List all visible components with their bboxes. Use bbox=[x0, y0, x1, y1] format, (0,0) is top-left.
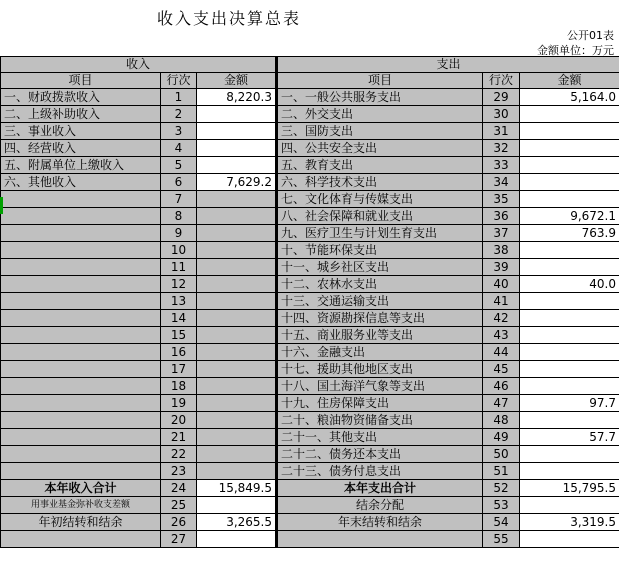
income-row-no-cell: 1 bbox=[161, 89, 197, 106]
income-amount-cell bbox=[197, 276, 277, 293]
income-amount-cell bbox=[197, 140, 277, 157]
table-row bbox=[1, 446, 619, 463]
income-item-cell bbox=[1, 361, 161, 378]
income-item-cell bbox=[1, 327, 161, 344]
expense-amount-cell bbox=[520, 106, 619, 123]
expense-total-amount-cell bbox=[520, 497, 619, 514]
income-row-no-cell: 11 bbox=[161, 259, 197, 276]
expense-amount-cell: 5,164.0 bbox=[520, 89, 619, 106]
expense-row-no-cell: 44 bbox=[483, 344, 520, 361]
income-item-cell bbox=[1, 429, 161, 446]
income-amount-cell bbox=[197, 361, 277, 378]
income-row-no-cell: 17 bbox=[161, 361, 197, 378]
table-row bbox=[1, 123, 619, 140]
expense-amount-cell bbox=[520, 157, 619, 174]
income-amount-cell bbox=[197, 259, 277, 276]
income-row-no-cell: 18 bbox=[161, 378, 197, 395]
total-row bbox=[1, 497, 619, 514]
income-amount-cell bbox=[197, 412, 277, 429]
income-item-cell: 一、财政拨款收入 bbox=[1, 89, 161, 106]
table-row bbox=[1, 378, 619, 395]
expense-amount-header: 金额 bbox=[520, 73, 619, 89]
income-amount-cell bbox=[197, 429, 277, 446]
expense-item-cell: 九、医疗卫生与计划生育支出 bbox=[277, 225, 483, 242]
expense-amount-cell bbox=[520, 242, 619, 259]
income-item-cell: 四、经营收入 bbox=[1, 140, 161, 157]
income-item-cell: 五、附属单位上缴收入 bbox=[1, 157, 161, 174]
expense-item-cell: 十六、金融支出 bbox=[277, 344, 483, 361]
income-item-cell: 二、上级补助收入 bbox=[1, 106, 161, 123]
expense-total-item-cell: 年末结转和结余 bbox=[277, 514, 483, 531]
expense-total-item-cell bbox=[277, 531, 483, 548]
expense-amount-cell bbox=[520, 310, 619, 327]
income-row-no-cell: 19 bbox=[161, 395, 197, 412]
table-row bbox=[1, 242, 619, 259]
income-amount-cell bbox=[197, 106, 277, 123]
expense-section-header: 支出 bbox=[277, 57, 619, 73]
income-amount-cell bbox=[197, 191, 277, 208]
income-amount-cell bbox=[197, 157, 277, 174]
income-row-no-cell: 2 bbox=[161, 106, 197, 123]
expense-item-cell: 七、文化体育与传媒支出 bbox=[277, 191, 483, 208]
expense-amount-cell: 97.7 bbox=[520, 395, 619, 412]
income-amount-cell bbox=[197, 378, 277, 395]
income-amount-cell bbox=[197, 208, 277, 225]
income-total-amount-cell bbox=[197, 531, 277, 548]
income-row-no-cell: 3 bbox=[161, 123, 197, 140]
expense-row-no-cell: 38 bbox=[483, 242, 520, 259]
income-item-cell bbox=[1, 208, 161, 225]
income-row-no-cell: 20 bbox=[161, 412, 197, 429]
income-item-cell bbox=[1, 412, 161, 429]
income-item-cell bbox=[1, 344, 161, 361]
expense-item-cell: 八、社会保障和就业支出 bbox=[277, 208, 483, 225]
income-total-row-no-cell: 25 bbox=[161, 497, 197, 514]
expense-item-cell: 十五、商业服务业等支出 bbox=[277, 327, 483, 344]
income-row-no-cell: 14 bbox=[161, 310, 197, 327]
expense-item-cell: 二十、粮油物资储备支出 bbox=[277, 412, 483, 429]
expense-item-cell: 二十三、债务付息支出 bbox=[277, 463, 483, 480]
income-total-item-cell: 本年收入合计 bbox=[1, 480, 161, 497]
expense-row-no-cell: 50 bbox=[483, 446, 520, 463]
income-total-item-cell bbox=[1, 531, 161, 548]
income-item-cell bbox=[1, 276, 161, 293]
expense-item-cell: 十九、住房保障支出 bbox=[277, 395, 483, 412]
income-row-no-cell: 15 bbox=[161, 327, 197, 344]
expense-total-item-cell: 结余分配 bbox=[277, 497, 483, 514]
expense-item-cell: 十七、援助其他地区支出 bbox=[277, 361, 483, 378]
expense-amount-cell: 40.0 bbox=[520, 276, 619, 293]
expense-row-no-cell: 46 bbox=[483, 378, 520, 395]
expense-amount-cell bbox=[520, 344, 619, 361]
expense-row-no-cell: 29 bbox=[483, 89, 520, 106]
expense-row-no-cell: 48 bbox=[483, 412, 520, 429]
income-row-no-cell: 13 bbox=[161, 293, 197, 310]
income-total-row-no-cell: 24 bbox=[161, 480, 197, 497]
income-item-cell bbox=[1, 225, 161, 242]
income-total-amount-cell: 15,849.5 bbox=[197, 480, 277, 497]
income-amount-cell bbox=[197, 293, 277, 310]
income-item-cell: 六、其他收入 bbox=[1, 174, 161, 191]
table-row bbox=[1, 208, 619, 225]
income-amount-cell bbox=[197, 242, 277, 259]
expense-amount-cell bbox=[520, 174, 619, 191]
expense-row-no-cell: 45 bbox=[483, 361, 520, 378]
income-item-cell bbox=[1, 259, 161, 276]
income-amount-cell bbox=[197, 123, 277, 140]
expense-item-header: 项目 bbox=[277, 73, 483, 89]
table-row bbox=[1, 174, 619, 191]
income-row-no-cell: 10 bbox=[161, 242, 197, 259]
income-item-cell bbox=[1, 395, 161, 412]
expense-row-no-cell: 43 bbox=[483, 327, 520, 344]
income-item-cell bbox=[1, 242, 161, 259]
expense-item-cell: 四、公共安全支出 bbox=[277, 140, 483, 157]
expense-row-no-cell: 32 bbox=[483, 140, 520, 157]
expense-row-no-cell: 36 bbox=[483, 208, 520, 225]
expense-item-cell: 十八、国土海洋气象等支出 bbox=[277, 378, 483, 395]
expense-item-cell: 一、一般公共服务支出 bbox=[277, 89, 483, 106]
expense-amount-cell bbox=[520, 191, 619, 208]
expense-amount-cell bbox=[520, 412, 619, 429]
income-item-header: 项目 bbox=[1, 73, 161, 89]
income-total-item-cell: 年初结转和结余 bbox=[1, 514, 161, 531]
expense-amount-cell: 57.7 bbox=[520, 429, 619, 446]
expense-item-cell: 二、外交支出 bbox=[277, 106, 483, 123]
income-amount-cell bbox=[197, 327, 277, 344]
expense-row-no-cell: 51 bbox=[483, 463, 520, 480]
expense-row-no-cell: 39 bbox=[483, 259, 520, 276]
income-row-no-cell: 5 bbox=[161, 157, 197, 174]
income-row-no-header: 行次 bbox=[161, 73, 197, 89]
income-row-no-cell: 6 bbox=[161, 174, 197, 191]
income-section-header: 收入 bbox=[1, 57, 277, 73]
expense-item-cell: 六、科学技术支出 bbox=[277, 174, 483, 191]
expense-amount-cell bbox=[520, 361, 619, 378]
table-row bbox=[1, 259, 619, 276]
income-item-cell bbox=[1, 310, 161, 327]
expense-row-no-cell: 31 bbox=[483, 123, 520, 140]
report-title: 收入支出决算总表 bbox=[157, 9, 302, 28]
expense-total-row-no-cell: 52 bbox=[483, 480, 520, 497]
expense-amount-cell bbox=[520, 463, 619, 480]
table-row bbox=[1, 395, 619, 412]
income-row-no-cell: 23 bbox=[161, 463, 197, 480]
expense-amount-cell bbox=[520, 378, 619, 395]
expense-amount-cell bbox=[520, 259, 619, 276]
expense-row-no-header: 行次 bbox=[483, 73, 520, 89]
income-total-row-no-cell: 27 bbox=[161, 531, 197, 548]
expense-row-no-cell: 40 bbox=[483, 276, 520, 293]
expense-item-cell: 十三、交通运输支出 bbox=[277, 293, 483, 310]
expense-item-cell: 五、教育支出 bbox=[277, 157, 483, 174]
expense-total-row-no-cell: 53 bbox=[483, 497, 520, 514]
table-row bbox=[1, 310, 619, 327]
expense-row-no-cell: 33 bbox=[483, 157, 520, 174]
income-item-cell bbox=[1, 446, 161, 463]
expense-row-no-cell: 42 bbox=[483, 310, 520, 327]
income-amount-cell bbox=[197, 310, 277, 327]
income-amount-cell bbox=[197, 446, 277, 463]
income-item-cell bbox=[1, 463, 161, 480]
expense-row-no-cell: 35 bbox=[483, 191, 520, 208]
income-item-cell: 三、事业收入 bbox=[1, 123, 161, 140]
unit-label: 金额单位：万元 bbox=[537, 44, 614, 57]
income-row-no-cell: 22 bbox=[161, 446, 197, 463]
income-row-no-cell: 7 bbox=[161, 191, 197, 208]
table-row bbox=[1, 140, 619, 157]
expense-row-no-cell: 41 bbox=[483, 293, 520, 310]
table-row bbox=[1, 463, 619, 480]
income-row-no-cell: 4 bbox=[161, 140, 197, 157]
table-row bbox=[1, 191, 619, 208]
total-row bbox=[1, 514, 619, 531]
total-row bbox=[1, 480, 619, 497]
expense-item-cell: 十、节能环保支出 bbox=[277, 242, 483, 259]
expense-total-row-no-cell: 54 bbox=[483, 514, 520, 531]
table-row bbox=[1, 276, 619, 293]
expense-item-cell: 二十一、其他支出 bbox=[277, 429, 483, 446]
income-item-cell bbox=[1, 378, 161, 395]
table-row bbox=[1, 157, 619, 174]
expense-total-item-cell: 本年支出合计 bbox=[277, 480, 483, 497]
income-amount-cell: 7,629.2 bbox=[197, 174, 277, 191]
income-total-amount-cell: 3,265.5 bbox=[197, 514, 277, 531]
expense-row-no-cell: 47 bbox=[483, 395, 520, 412]
table-row bbox=[1, 429, 619, 446]
expense-total-amount-cell bbox=[520, 531, 619, 548]
table-row bbox=[1, 106, 619, 123]
expense-row-no-cell: 30 bbox=[483, 106, 520, 123]
expense-row-no-cell: 34 bbox=[483, 174, 520, 191]
income-total-item-cell: 用事业基金弥补收支差额 bbox=[1, 497, 161, 514]
expense-row-no-cell: 49 bbox=[483, 429, 520, 446]
expense-row-no-cell: 37 bbox=[483, 225, 520, 242]
expense-total-amount-cell: 15,795.5 bbox=[520, 480, 619, 497]
expense-amount-cell bbox=[520, 140, 619, 157]
income-amount-cell bbox=[197, 344, 277, 361]
table-row bbox=[1, 89, 619, 106]
budget-table bbox=[0, 56, 619, 548]
table-row bbox=[1, 225, 619, 242]
table-row bbox=[1, 344, 619, 361]
expense-amount-cell: 763.9 bbox=[520, 225, 619, 242]
income-item-cell bbox=[1, 191, 161, 208]
table-row bbox=[1, 412, 619, 429]
income-row-no-cell: 21 bbox=[161, 429, 197, 446]
expense-amount-cell bbox=[520, 123, 619, 140]
income-amount-header: 金额 bbox=[197, 73, 277, 89]
income-total-amount-cell bbox=[197, 497, 277, 514]
expense-total-amount-cell: 3,319.5 bbox=[520, 514, 619, 531]
income-amount-cell bbox=[197, 463, 277, 480]
income-row-no-cell: 9 bbox=[161, 225, 197, 242]
expense-item-cell: 三、国防支出 bbox=[277, 123, 483, 140]
expense-amount-cell: 9,672.1 bbox=[520, 208, 619, 225]
income-item-cell bbox=[1, 293, 161, 310]
income-amount-cell bbox=[197, 225, 277, 242]
table-row bbox=[1, 293, 619, 310]
income-row-no-cell: 16 bbox=[161, 344, 197, 361]
expense-amount-cell bbox=[520, 327, 619, 344]
expense-item-cell: 十一、城乡社区支出 bbox=[277, 259, 483, 276]
table-row bbox=[1, 361, 619, 378]
expense-item-cell: 十二、农林水支出 bbox=[277, 276, 483, 293]
expense-item-cell: 二十二、债务还本支出 bbox=[277, 446, 483, 463]
total-row bbox=[1, 531, 619, 548]
income-amount-cell: 8,220.3 bbox=[197, 89, 277, 106]
form-code: 公开01表 bbox=[567, 29, 614, 42]
income-total-row-no-cell: 26 bbox=[161, 514, 197, 531]
selection-marker bbox=[0, 197, 3, 214]
expense-amount-cell bbox=[520, 293, 619, 310]
expense-item-cell: 十四、资源勘探信息等支出 bbox=[277, 310, 483, 327]
expense-amount-cell bbox=[520, 446, 619, 463]
income-row-no-cell: 12 bbox=[161, 276, 197, 293]
expense-total-row-no-cell: 55 bbox=[483, 531, 520, 548]
income-amount-cell bbox=[197, 395, 277, 412]
table-row bbox=[1, 327, 619, 344]
income-row-no-cell: 8 bbox=[161, 208, 197, 225]
